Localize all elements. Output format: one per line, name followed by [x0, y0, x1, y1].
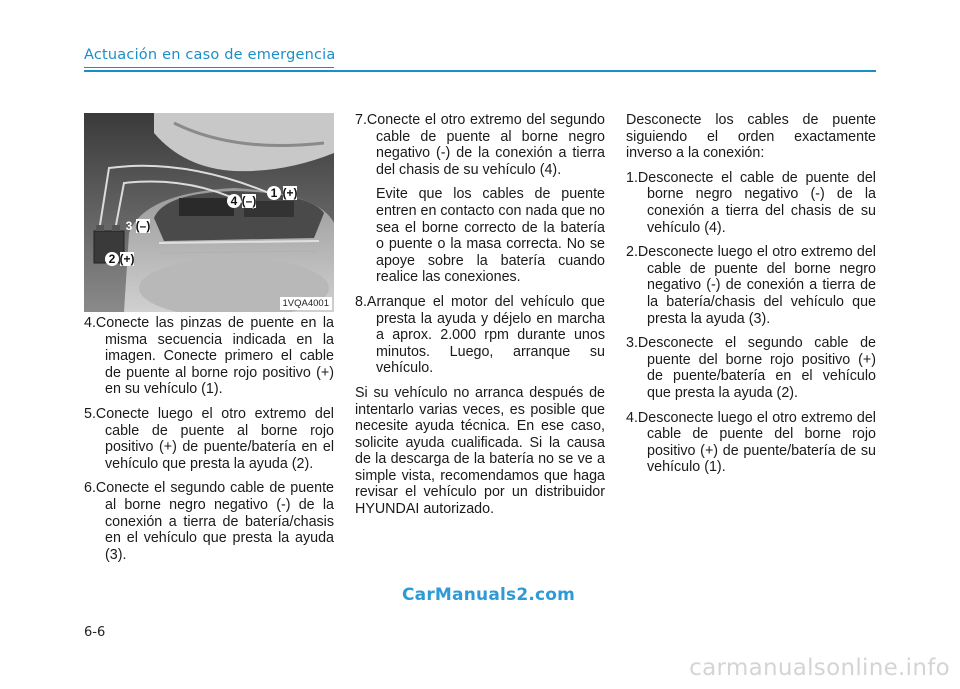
label-4: 4 — [230, 194, 238, 208]
step-4: 4.Conecte las pinzas de puente en la misma secuencia indicada en la imagen. Conecte primero el cable de puente al borne rojo positivo (+) en su vehículo (1). — [84, 315, 334, 398]
jump-start-figure — [84, 113, 334, 312]
column-3 — [626, 112, 876, 484]
column-1 — [84, 315, 334, 571]
page-number: 6-6 — [84, 625, 106, 640]
label-4-sign: (–) — [241, 194, 257, 208]
label-1: 1 — [270, 186, 278, 200]
column-2 — [355, 112, 605, 526]
step-6: 6.Conecte el segundo cable de puente al borne negro negativo (-) de la conexión a tierra de batería/chasis en el vehículo que presta la ayuda (3). — [84, 480, 334, 563]
step-7-note: Evite que los cables de puente entren en contacto con nada que no sea el borne correcto de la batería o puente o la masa correcta. No se apoye sobre la batería cuando realice las conexiones. — [376, 186, 605, 286]
carmanuals-watermark-link[interactable]: CarManuals2.com — [402, 585, 576, 605]
no-start-paragraph: Si su vehículo no arranca después de intentarlo varias veces, es posible que necesite ayuda técnica. En ese caso, solicite ayuda cualificada. Si la causa de la descarga de la batería no se ve a simple vista, recomendamos que haga revisar el vehículo por un distribuidor HYUNDAI autorizado. — [355, 384, 605, 518]
engine-bay-illustration — [84, 113, 334, 312]
label-3: 3 — [125, 219, 133, 233]
disconnect-intro: Desconecte los cables de puente siguiendo el orden exactamente inverso a la conexión: — [626, 112, 876, 162]
disconnect-step-1: 1.Desconecte el cable de puente del borne negro negativo (-) de la conexión a tierra del chasis de su vehículo (4). — [626, 169, 876, 236]
label-2-sign: (+) — [119, 252, 135, 266]
disconnect-step-4: 4.Desconecte luego el otro extremo del cable de puente del borne rojo positivo (+) de puente/batería de su vehículo (1). — [626, 409, 876, 476]
step-7: 7.Conecte el otro extremo del segundo cable de puente al borne negro negativo (-) de la conexión a tierra del chasis de su vehículo (4). — [355, 112, 605, 178]
step-5: 5.Conecte luego el otro extremo del cable de puente al borne rojo positivo (+) de puente/batería en el vehículo que presta la ayuda (2). — [84, 405, 334, 472]
figure-code: 1VQA4001 — [280, 297, 332, 310]
disconnect-step-2: 2.Desconecte luego el otro extremo del cable de puente del borne negro negativo (-) de conexión a tierra de la batería/chasis del vehículo que presta la ayuda (3). — [626, 244, 876, 327]
disconnect-step-3: 3.Desconecte el segundo cable de puente del borne rojo positivo (+) de puente/batería en el vehículo que presta la ayuda (2). — [626, 335, 876, 401]
header-rule — [84, 70, 876, 72]
step-8: 8.Arranque el motor del vehículo que presta la ayuda y déjelo en marcha a aprox. 2.000 rpm durante unos minutos. Luego, arranque su vehículo. — [355, 293, 605, 377]
label-3-sign: (–) — [135, 219, 151, 233]
section-title: Actuación en caso de emergencia — [84, 47, 336, 63]
site-watermark: carmanualsonline.info — [689, 655, 950, 681]
header-rule-thin — [84, 67, 334, 68]
label-1-sign: (+) — [282, 186, 298, 200]
label-2: 2 — [108, 252, 116, 266]
